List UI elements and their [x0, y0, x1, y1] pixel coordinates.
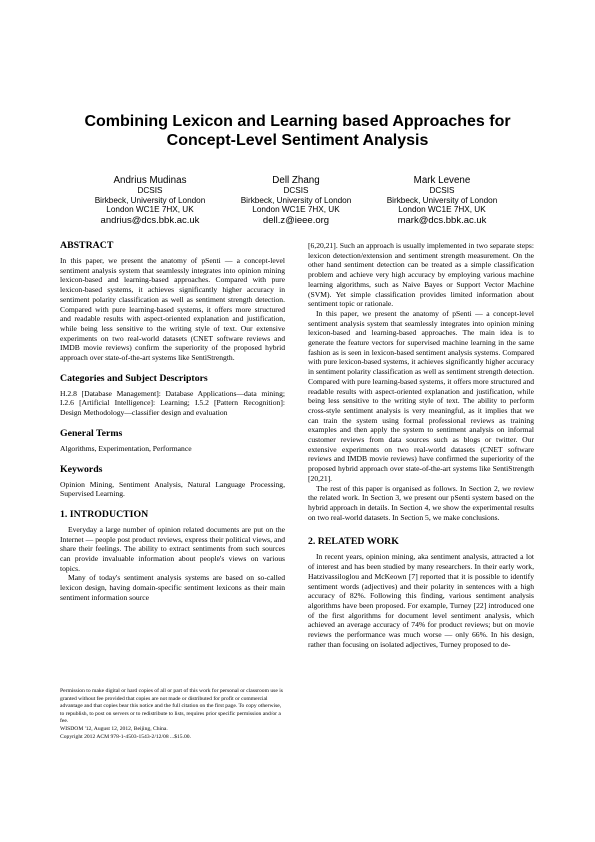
author-dept: DCSIS: [429, 186, 455, 195]
introduction-paragraph-2: Many of today's sentiment analysis systems are based on so-called lexicon design, having domain-specific sentiment lexicons as their main sentiment information source: [60, 573, 285, 602]
author-block: [0, 175, 595, 235]
author-affiliation: Birkbeck, University of London: [240, 195, 352, 205]
keywords-heading: Keywords: [60, 463, 103, 475]
keywords-text: Opinion Mining, Sentiment Analysis, Natural Language Processing, Supervised Learning.: [60, 479, 285, 499]
categories-text: H.2.8 [Database Management]: Database Applications—data mining; I.2.6 [Artificial Intelligence]: Learning; I.5.2 [Pattern Recognition]: Design Methodology—classifier design and evaluation: [60, 388, 285, 418]
introduction-paragraph-1: Everyday a large number of opinion related documents are put on the Internet — people post product reviews, express their political views, and share their feelings. The ability to extract sentiments from such sources can provide invaluable information about people's views on various topics.: [60, 524, 285, 573]
left-column: [60, 240, 285, 603]
author-3: [347, 175, 537, 226]
copyright-line: Copyright 2012 ACM 978-1-4503-1543-2/12/08 ...$15.00.: [60, 733, 191, 740]
abstract-text: In this paper, we present the anatomy of pSenti — a concept-level sentiment analysis system that seamlessly integrates into opinion mining lexicon-based and learning-based approaches. Compared with pure lexicon-based systems, it achieves significantly higher accuracy in sentiment polarity classification as well as sentiment strength detection. Compared with pure learning-based systems, it offers more structured and readable results with aspect-oriented explanation and justification, while being less sensitive to the writing style of text. Our extensive experiments on two real-world datasets (CNET software reviews and IMDB movie reviews) confirm the superiority of the proposed hybrid approach over state-of-the-art systems like SentiStrength.: [60, 256, 285, 363]
paper-title-line-2: Concept-Level Sentiment Analysis: [166, 132, 429, 149]
general-terms-text: Algorithms, Experimentation, Performance: [60, 443, 192, 453]
related-work-heading: 2. RELATED WORK: [308, 536, 399, 548]
copyright-footnote: [60, 688, 285, 741]
author-name: Dell Zhang: [272, 175, 320, 186]
author-dept: DCSIS: [137, 186, 163, 195]
author-email: dell.z@ieee.org: [262, 214, 330, 226]
author-address: London WC1E 7HX, UK: [106, 205, 194, 215]
author-name: Mark Levene: [413, 175, 471, 186]
paper-title: [0, 112, 595, 150]
introduction-heading: 1. INTRODUCTION: [60, 508, 149, 520]
introduction-paragraph-3: In this paper, we present the anatomy of pSenti — a concept-level sentiment analysis system that seamlessly integrates into opinion mining lexicon-based and learning-based approaches. The main idea is to generate the feature vectors for supervised machine learning in the same fashion as is seen in lexicon-based sentiment analysis systems. Compared with pure lexicon-based systems, it achieves significantly higher accuracy in sentiment polarity classification as well as sentiment strength detection. Compared with pure learning-based systems, it offers more structured and readable results with aspect-oriented explanation and justification, while being less sensitive to the writing style of text. The ability to perform cross-style sentiment analysis is very meaningful, as it implies that we can train the system using formal professional reviews as training examples and then apply the system to sentiment analysis on informal customer reviews from data sources such as blogs or twitter. Our extensive experiments on two real-world datasets (CNET software reviews and IMDB movie reviews) have confirmed the superiority of the proposed hybrid approach over state-of-the-art systems like SentiStrength [20,21].: [308, 308, 534, 483]
general-terms-heading: General Terms: [60, 427, 123, 439]
author-email: andrius@dcs.bbk.ac.uk: [100, 214, 200, 226]
author-affiliation: Birkbeck, University of London: [386, 195, 498, 205]
related-work-text: In recent years, opinion mining, aka sentiment analysis, attracted a lot of interest and has been studied by many researchers. In their early work, Hatzivassiloglou and McKeown [7] reported that it is possible to identify sentiment words (adjectives) and their polarity in sentences with a high accuracy of 82%. Following this finding, various sentiment analysis algorithms have been proposed. For example, Turney [22] introduced one of the first algorithms for document level sentiment analysis, which achieved an average accuracy of 74% for product reviews; but on movie reviews the performance was much worse — only 66%. In his design, rather than focusing on isolated adjectives, Turney proposed to de-: [308, 552, 534, 649]
author-address: London WC1E 7HX, UK: [398, 205, 486, 215]
introduction-paragraph-4: The rest of this paper is organised as follows. In Section 2, we review the related work. In Section 3, we present our pSenti system based on the hybrid approach in details. In Section 4, we show the experimental results on two real-world datasets. In Section 5, we make conclusions.: [308, 483, 534, 522]
right-column: [308, 241, 534, 649]
author-address: London WC1E 7HX, UK: [252, 205, 340, 215]
paper-title-line-1: Combining Lexicon and Learning based Approaches for: [84, 113, 511, 130]
author-name: Andrius Mudinas: [113, 175, 187, 186]
permission-notice: Permission to make digital or hard copies of all or part of this work for personal or classroom use is granted without fee provided that copies are not made or distributed for profit or commercial advantage and that copies bear this notice and the full citation on the first page. To copy otherwise, to republish, to post on servers or to redistribute to lists, requires prior specific permission and/or a fee.: [60, 688, 283, 725]
categories-heading: Categories and Subject Descriptors: [60, 372, 208, 384]
author-dept: DCSIS: [283, 186, 309, 195]
introduction-paragraph-2-continued: [6,20,21]. Such an approach is usually implemented in two separate steps: lexicon detection/extension and sentiment strength measurement. On the other hand sentiment detection can be treated as a simple classification problem and achieve very high accuracy by employing various machine learning algorithms, such as Naive Bayes or Support Vector Machine (SVM). Yet simple classification provides limited information about sentiment topic or rationale.: [308, 241, 534, 309]
author-email: mark@dcs.bbk.ac.uk: [397, 214, 487, 226]
author-affiliation: Birkbeck, University of London: [94, 195, 206, 205]
venue-line: WISDOM '12, August 12, 2012, Beijing, China.: [60, 725, 168, 732]
abstract-heading: ABSTRACT: [60, 240, 114, 251]
